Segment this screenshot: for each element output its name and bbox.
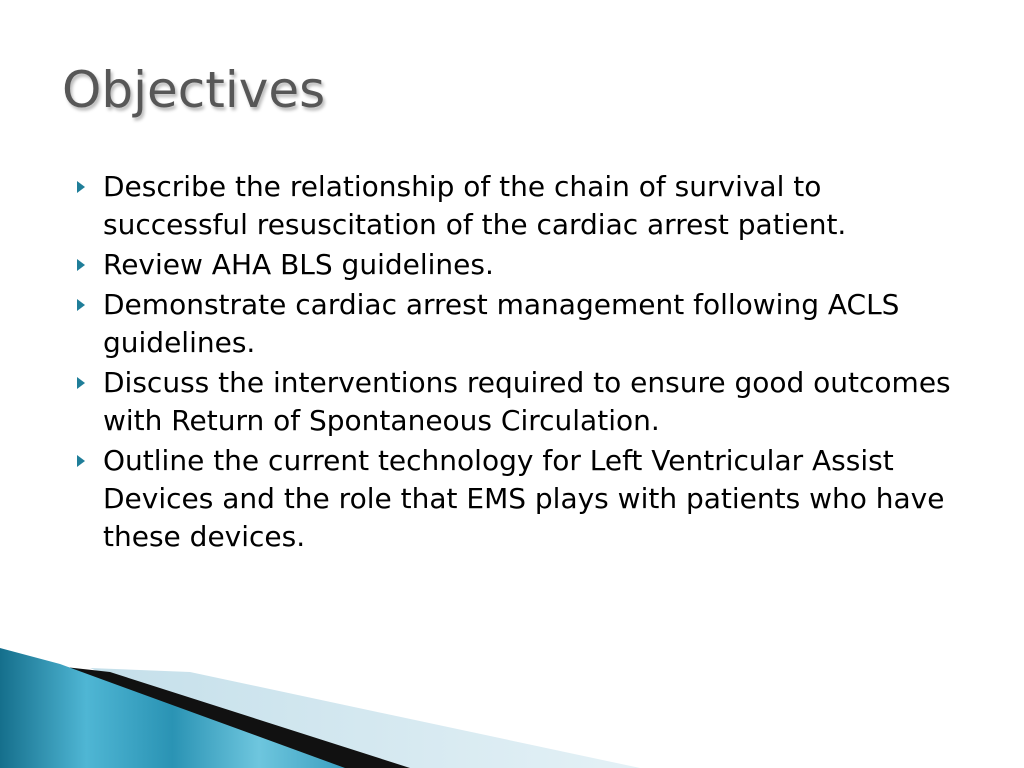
list-item: [72, 364, 972, 440]
list-item-text: Describe the relationship of the chain of survival to successful resuscitation of the cardiac arrest patient.: [103, 170, 847, 241]
list-item: [72, 286, 972, 362]
list-item-text: Review AHA BLS guidelines.: [103, 248, 494, 281]
pale-band: [90, 668, 640, 768]
triangle-right-icon: [77, 259, 85, 271]
triangle-right-icon: [77, 299, 85, 311]
triangle-right-icon: [77, 181, 85, 193]
list-item-text: Outline the current technology for Left Ventricular Assist Devices and the role that EMS plays with patients who have these devices.: [103, 444, 945, 553]
triangle-right-icon: [77, 455, 85, 467]
triangle-right-icon: [77, 377, 85, 389]
objectives-list: [72, 168, 972, 558]
teal-wedge: [0, 648, 345, 768]
black-sliver: [20, 662, 410, 768]
list-item-text: Demonstrate cardiac arrest management following ACLS guidelines.: [103, 288, 900, 359]
slide-title: Objectives: [62, 61, 326, 119]
list-item: [72, 442, 972, 556]
list-item-text: Discuss the interventions required to ensure good outcomes with Return of Spontaneous Circulation.: [103, 366, 951, 437]
list-item: [72, 246, 972, 284]
list-item: [72, 168, 972, 244]
